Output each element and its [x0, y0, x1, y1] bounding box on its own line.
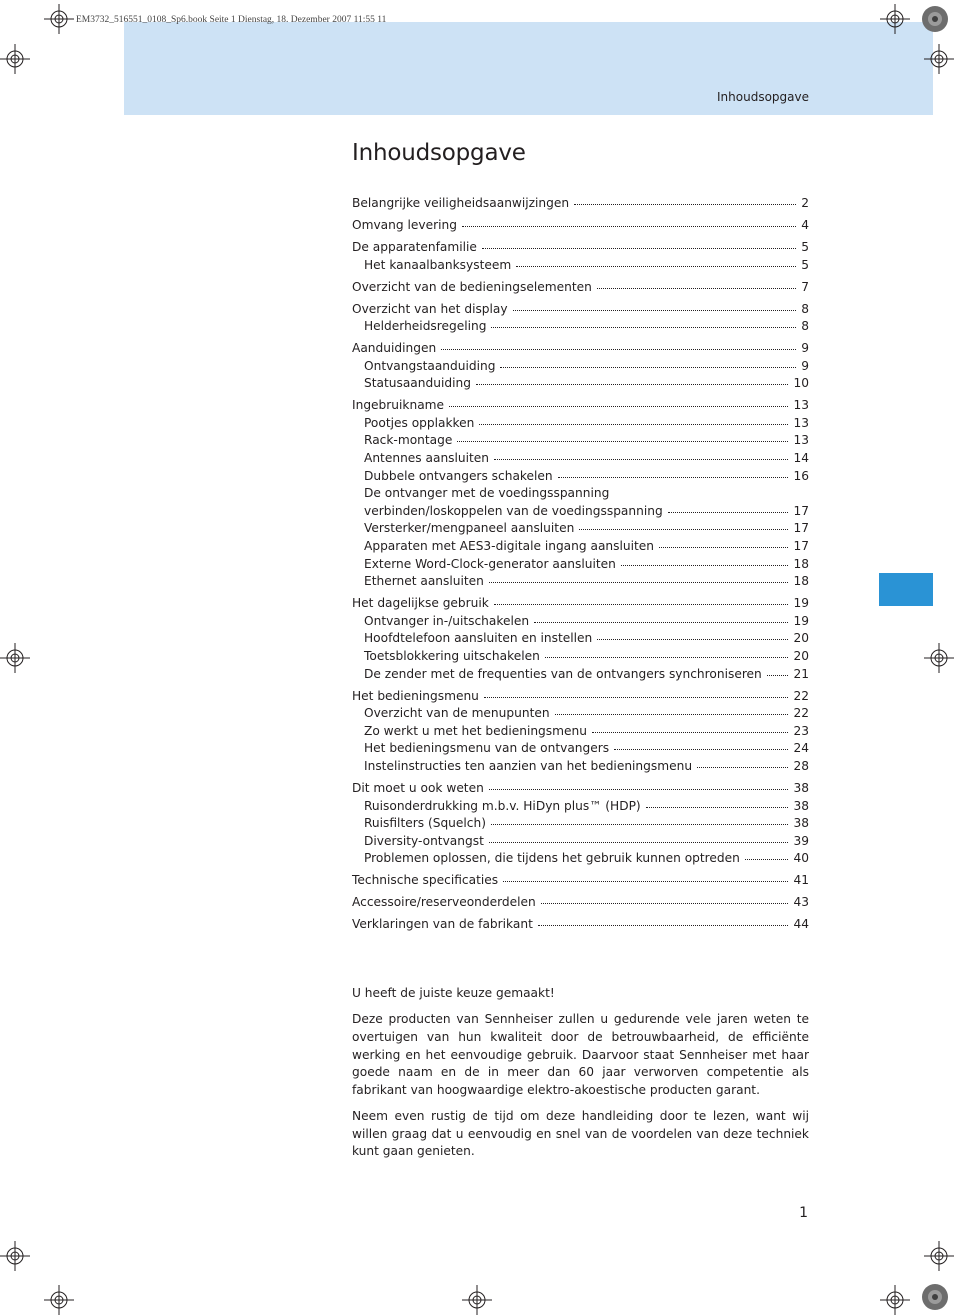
- toc-entry-page: 13: [793, 415, 809, 430]
- toc-leader-dots: [558, 477, 789, 478]
- toc-entry-title: Helderheidsregeling: [364, 319, 487, 334]
- toc-subentry[interactable]: [352, 723, 809, 741]
- toc-entry-page: 22: [793, 688, 809, 703]
- toc-leader-dots: [697, 767, 788, 768]
- toc-group: [352, 279, 809, 297]
- toc-entry-title: Ontvanger in-/uitschakelen: [364, 613, 530, 628]
- toc-group: [352, 301, 809, 336]
- toc-entry-title: Ethernet aansluiten: [364, 574, 484, 589]
- toc-leader-dots: [441, 349, 796, 350]
- toc-entry[interactable]: [352, 279, 809, 297]
- toc-entry[interactable]: [352, 301, 809, 319]
- toc-entry-title: Het bedieningsmenu van de ontvangers: [364, 741, 610, 756]
- toc-leader-dots: [494, 604, 789, 605]
- toc-entry-title: Statusaanduiding: [364, 376, 471, 391]
- toc-entry-page: 40: [793, 851, 809, 866]
- toc-entry-title: Het kanaalbanksysteem: [364, 257, 512, 272]
- toc-leader-dots: [745, 859, 789, 860]
- toc-subentry[interactable]: [352, 758, 809, 776]
- toc-subentry[interactable]: [352, 815, 809, 833]
- toc-entry-title: Antennes aansluiten: [364, 451, 490, 466]
- toc-subentry[interactable]: [352, 740, 809, 758]
- toc-entry-page: 39: [793, 833, 809, 848]
- toc-entry-continued: De ontvanger met de voedingsspanning: [364, 486, 610, 501]
- toc-leader-dots: [545, 657, 789, 658]
- toc-entry-page: 5: [801, 257, 809, 272]
- toc-leader-dots: [621, 565, 789, 566]
- toc-entry-title: Ruisfilters (Squelch): [364, 816, 486, 831]
- toc-entry-page: 17: [793, 539, 809, 554]
- toc-subentry[interactable]: [352, 538, 809, 556]
- toc-leader-dots: [555, 714, 789, 715]
- toc-entry-title: Pootjes opplakken: [364, 415, 475, 430]
- toc-subentry[interactable]: [352, 520, 809, 538]
- toc-group: [352, 195, 809, 213]
- toc-leader-dots: [513, 310, 797, 311]
- toc-leader-dots: [482, 248, 796, 249]
- toc-subentry[interactable]: [352, 613, 809, 631]
- toc-entry-page: 7: [801, 279, 809, 294]
- toc-entry-title: De apparatenfamilie: [352, 239, 477, 254]
- toc-leader-dots: [668, 512, 789, 513]
- toc-entry-title: Instelinstructies ten aanzien van het bedieningsmenu: [364, 758, 693, 773]
- toc-entry-page: 14: [793, 451, 809, 466]
- toc-entry-page: 9: [801, 341, 809, 356]
- toc-group: [352, 239, 809, 274]
- toc-leader-dots: [449, 406, 788, 407]
- toc-entry-title: Ingebruikname: [352, 398, 445, 413]
- toc-leader-dots: [767, 675, 789, 676]
- toc-entry-page: 4: [801, 217, 809, 232]
- intro-paragraph-2: Neem even rustig de tijd om deze handleiding door te lezen, want wij willen graag dat u eenvoudig en snel van de voordelen van deze techniek kunt gaan genieten.: [352, 1109, 809, 1159]
- toc-entry-title: Toetsblokkering uitschakelen: [364, 648, 540, 663]
- toc-entry-page: 21: [793, 666, 809, 681]
- toc-group: [352, 894, 809, 912]
- toc-group: [352, 916, 809, 934]
- registration-mark-icon: [0, 1241, 30, 1271]
- toc-entry-page: 17: [793, 521, 809, 536]
- toc-entry-page: 18: [793, 574, 809, 589]
- toc-entry-page: 20: [793, 631, 809, 646]
- toc-group: [352, 397, 809, 591]
- toc-entry-page: 38: [793, 780, 809, 795]
- toc-entry-page: 13: [793, 433, 809, 448]
- toc-entry-page: 8: [801, 301, 809, 316]
- intro-lead: U heeft de juiste keuze gemaakt!: [352, 986, 555, 1000]
- registration-mark-icon: [924, 643, 954, 673]
- toc-group: [352, 340, 809, 393]
- toc-leader-dots: [574, 204, 796, 205]
- toc-subentry[interactable]: [352, 833, 809, 851]
- toc-entry[interactable]: [352, 340, 809, 358]
- toc-entry-page: 9: [801, 358, 809, 373]
- toc-entry-title: Dit moet u ook weten: [352, 780, 484, 795]
- color-wheel-mark-icon: [921, 1283, 949, 1311]
- toc-entry-page: 19: [793, 613, 809, 628]
- running-head: Inhoudsopgave: [717, 90, 809, 104]
- toc-entry-title: Apparaten met AES3-digitale ingang aansluiten: [364, 539, 654, 554]
- toc-entry-page: 43: [793, 895, 809, 910]
- toc-group: [352, 217, 809, 235]
- toc-entry-page: 5: [801, 239, 809, 254]
- toc-entry-title: Hoofdtelefoon aansluiten en instellen: [364, 631, 593, 646]
- toc-entry[interactable]: [352, 916, 809, 934]
- toc-entry-page: 23: [793, 723, 809, 738]
- toc-subentry[interactable]: [352, 666, 809, 684]
- registration-mark-icon: [924, 44, 954, 74]
- registration-mark-icon: [924, 1241, 954, 1271]
- toc-entry-title: Verklaringen van de fabrikant: [352, 917, 533, 932]
- toc-leader-dots: [579, 529, 788, 530]
- toc-subentry[interactable]: [352, 432, 809, 450]
- toc-entry-page: 17: [793, 503, 809, 518]
- toc-entry[interactable]: [352, 217, 809, 235]
- toc-leader-dots: [484, 697, 789, 698]
- toc-entry-title: Problemen oplossen, die tijdens het gebruik kunnen optreden: [364, 851, 740, 866]
- toc-entry-title: Accessoire/reserveonderdelen: [352, 895, 536, 910]
- toc-entry-title: Het dagelijkse gebruik: [352, 596, 489, 611]
- toc-entry-title: Versterker/mengpaneel aansluiten: [364, 521, 575, 536]
- registration-mark-icon: [0, 643, 30, 673]
- registration-mark-icon: [0, 44, 30, 74]
- toc-entry-page: 38: [793, 798, 809, 813]
- toc-leader-dots: [479, 424, 788, 425]
- toc-leader-dots: [659, 547, 788, 548]
- toc-leader-dots: [462, 226, 796, 227]
- toc-group: [352, 872, 809, 890]
- toc-entry-page: 8: [801, 319, 809, 334]
- intro-paragraph-1: Deze producten van Sennheiser zullen u gedurende vele jaren weten te overtuigen van hun kwaliteit door de betrouwbaarheid, de efficiënte werking en het eenvoudige gebruik. Daarvoor staat Sennheiser met haar goede naam en de in meer dan 60 jaar verworven competentie als fabrikant van hoogwaardige elektro-akoestische producten garant.: [352, 1012, 809, 1097]
- table-of-contents: [352, 195, 809, 938]
- toc-entry-page: 44: [793, 917, 809, 932]
- toc-entry-page: 19: [793, 596, 809, 611]
- toc-leader-dots: [534, 622, 788, 623]
- toc-leader-dots: [494, 459, 788, 460]
- toc-entry-title: Overzicht van de bedieningselementen: [352, 279, 592, 294]
- toc-leader-dots: [457, 441, 788, 442]
- toc-entry-title: De zender met de frequenties van de ontvangers synchroniseren: [364, 666, 762, 681]
- toc-entry-title: Externe Word-Clock-generator aansluiten: [364, 556, 616, 571]
- toc-subentry[interactable]: [352, 648, 809, 666]
- intro-text: [352, 985, 809, 1170]
- toc-entry[interactable]: [352, 688, 809, 706]
- toc-leader-dots: [476, 384, 789, 385]
- toc-entry-page: 16: [793, 468, 809, 483]
- toc-entry-page: 20: [793, 648, 809, 663]
- page-number: 1: [799, 1205, 808, 1221]
- toc-leader-dots: [592, 732, 789, 733]
- toc-leader-dots: [503, 881, 788, 882]
- toc-leader-dots: [500, 367, 796, 368]
- toc-leader-dots: [516, 266, 796, 267]
- toc-entry-title: Ontvangstaanduiding: [364, 358, 496, 373]
- toc-group: [352, 780, 809, 868]
- toc-entry-title: Ruisonderdrukking m.b.v. HiDyn plus™ (HDP): [364, 798, 641, 813]
- print-slug: EM3732_516551_0108_Sp6.book Seite 1 Dienstag, 18. Dezember 2007 11:55 11: [76, 15, 387, 25]
- toc-leader-dots: [646, 807, 789, 808]
- toc-entry-page: 18: [793, 556, 809, 571]
- toc-group: [352, 595, 809, 683]
- toc-entry-page: 13: [793, 398, 809, 413]
- toc-leader-dots: [597, 639, 788, 640]
- toc-entry[interactable]: [352, 595, 809, 613]
- toc-entry-title: Overzicht van de menupunten: [364, 706, 550, 721]
- toc-group: [352, 688, 809, 776]
- toc-entry-title: Belangrijke veiligheidsaanwijzingen: [352, 196, 570, 210]
- toc-entry-page: 10: [793, 376, 809, 391]
- toc-subentry[interactable]: [352, 503, 809, 521]
- toc-entry[interactable]: [352, 780, 809, 798]
- toc-leader-dots: [489, 582, 789, 583]
- registration-mark-icon: [880, 4, 910, 34]
- toc-subentry[interactable]: [352, 630, 809, 648]
- toc-leader-dots: [489, 789, 789, 790]
- chapter-tab: [879, 573, 933, 606]
- page-title: Inhoudsopgave: [352, 140, 526, 166]
- toc-subentry[interactable]: [352, 257, 809, 275]
- toc-entry-title: Aanduidingen: [352, 341, 437, 356]
- toc-leader-dots: [538, 925, 789, 926]
- toc-entry-title: Het bedieningsmenu: [352, 688, 479, 703]
- toc-entry-title: Dubbele ontvangers schakelen: [364, 468, 553, 483]
- toc-entry-page: 41: [793, 873, 809, 888]
- toc-subentry[interactable]: [352, 450, 809, 468]
- toc-entry[interactable]: [352, 397, 809, 415]
- toc-entry-title: Overzicht van het display: [352, 301, 508, 316]
- toc-subentry[interactable]: [352, 468, 809, 486]
- toc-subentry[interactable]: [352, 318, 809, 336]
- toc-entry-title: Diversity-ontvangst: [364, 833, 484, 848]
- toc-entry-title: Rack-montage: [364, 433, 453, 448]
- toc-entry[interactable]: [352, 239, 809, 257]
- toc-leader-dots: [614, 749, 788, 750]
- toc-entry-title: Technische specificaties: [352, 873, 499, 888]
- toc-entry[interactable]: [352, 872, 809, 890]
- toc-subentry[interactable]: [352, 850, 809, 868]
- toc-entry-page: 24: [793, 741, 809, 756]
- registration-mark-icon: [44, 1285, 74, 1315]
- toc-entry-title: verbinden/loskoppelen van de voedingsspanning: [364, 503, 663, 518]
- toc-subentry[interactable]: [352, 375, 809, 393]
- registration-mark-icon: [880, 1285, 910, 1315]
- color-wheel-mark-icon: [921, 5, 949, 33]
- toc-leader-dots: [597, 288, 796, 289]
- toc-leader-dots: [489, 842, 789, 843]
- toc-subentry[interactable]: [352, 556, 809, 574]
- toc-entry-page: 2: [801, 196, 809, 210]
- toc-entry-page: 22: [793, 706, 809, 721]
- toc-subentry[interactable]: [352, 358, 809, 376]
- toc-entry[interactable]: [352, 195, 809, 213]
- toc-leader-dots: [491, 824, 789, 825]
- toc-entry-title: Zo werkt u met het bedieningsmenu: [364, 723, 587, 738]
- toc-entry[interactable]: [352, 894, 809, 912]
- header-band: [124, 22, 933, 115]
- toc-leader-dots: [491, 327, 796, 328]
- toc-subentry[interactable]: [352, 798, 809, 816]
- toc-leader-dots: [541, 903, 789, 904]
- toc-entry-page: 28: [793, 758, 809, 773]
- toc-subentry[interactable]: [352, 573, 809, 591]
- toc-subentry[interactable]: [352, 705, 809, 723]
- toc-subentry[interactable]: [352, 415, 809, 433]
- registration-mark-icon: [44, 4, 74, 34]
- toc-entry-title: Omvang levering: [352, 217, 457, 232]
- registration-mark-icon: [462, 1285, 492, 1315]
- toc-entry-page: 38: [793, 816, 809, 831]
